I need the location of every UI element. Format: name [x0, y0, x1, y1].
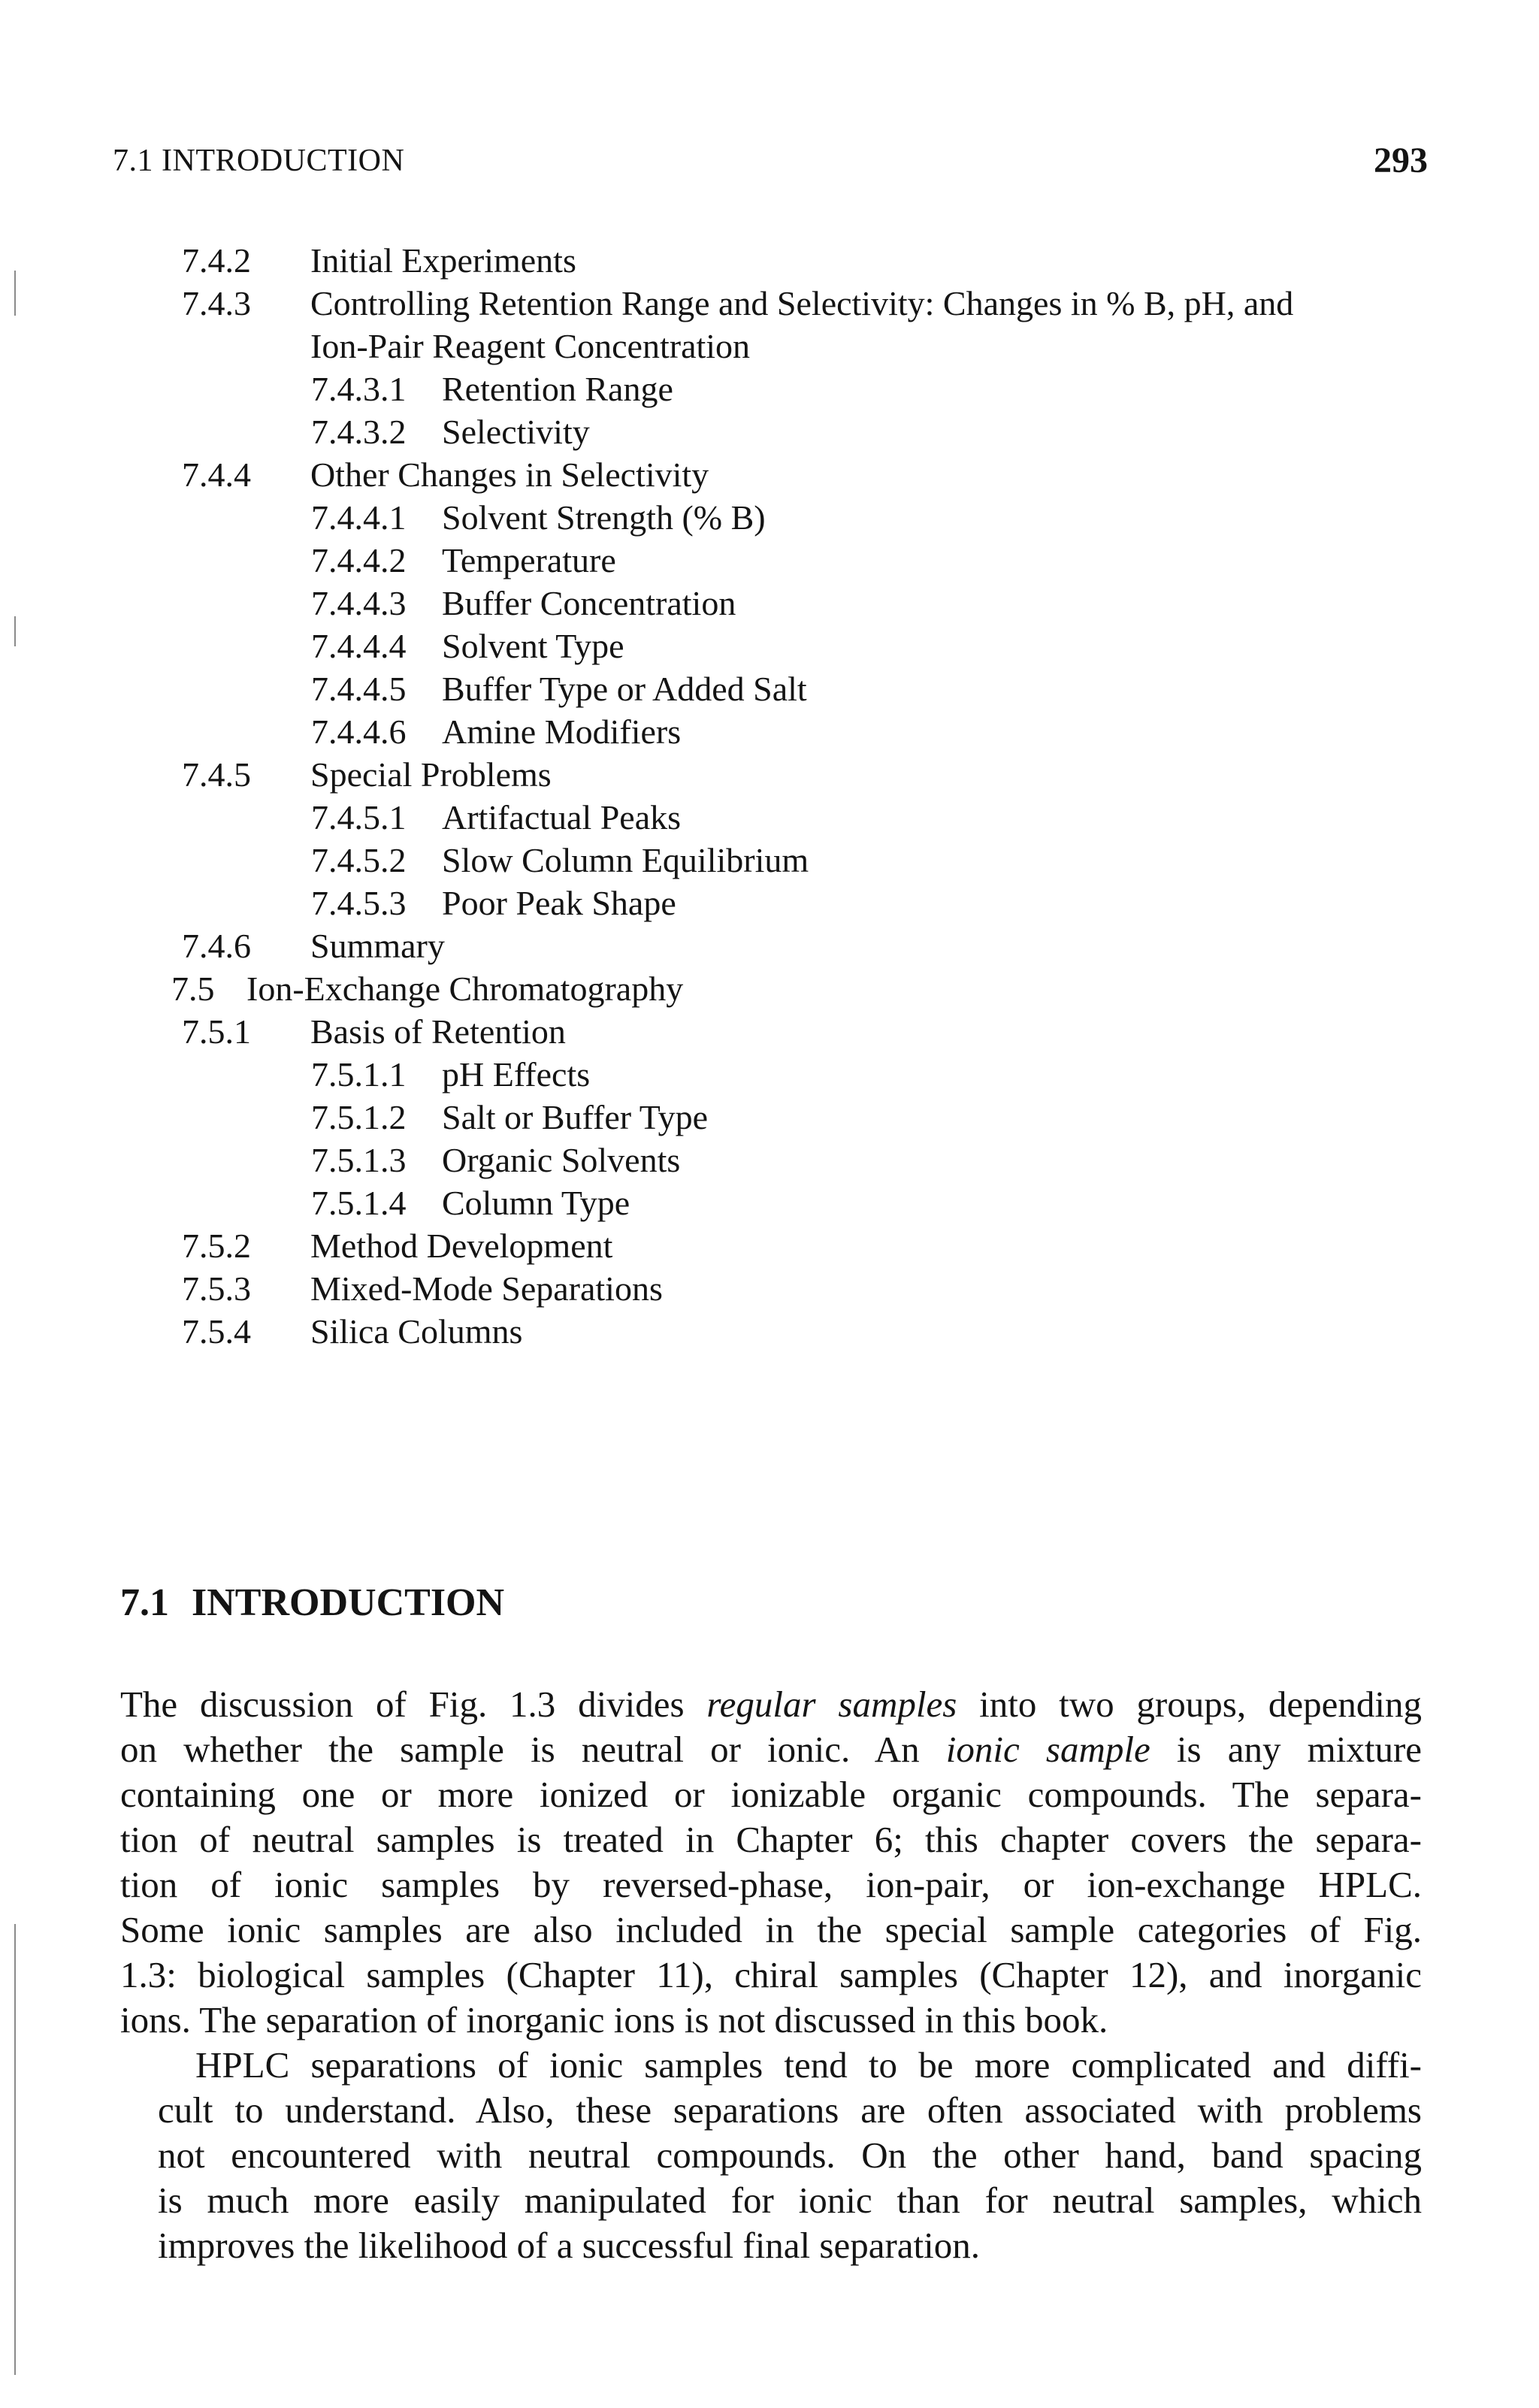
toc-entry-title: Selectivity: [442, 413, 590, 451]
toc-entry-title: pH Effects: [442, 1055, 591, 1094]
toc-entry: [0, 1310, 1539, 1353]
paragraph-line: [120, 1907, 1422, 1953]
toc-entry-title: Controlling Retention Range and Selectivity: Changes in % B, pH, and: [310, 284, 1294, 322]
toc-entry: [0, 1181, 1539, 1224]
toc-entry-number: 7.4.4.4: [311, 627, 407, 665]
toc-entry: [0, 625, 1539, 667]
text-run: on whether the sample is neutral or ionic. An: [120, 1729, 946, 1770]
toc-entry-title: Initial Experiments: [310, 241, 576, 280]
toc-entry: [0, 410, 1539, 453]
toc-entry-number: 7.5.1: [182, 1012, 251, 1051]
toc-entry-title: Poor Peak Shape: [442, 884, 676, 922]
text-run: 1.3: biological samples (Chapter 11), chiral samples (Chapter 12), and inorganic: [120, 1954, 1422, 1995]
toc-entry-number: 7.5.1.3: [311, 1141, 407, 1179]
toc-entry-number: 7.4.6: [182, 927, 251, 965]
toc-entry: [0, 1224, 1539, 1267]
toc-entry-number: 7.4.4.1: [311, 498, 407, 537]
paragraph-line: [120, 1682, 1422, 1727]
paragraph-line: [120, 1998, 1422, 2043]
text-run: not encountered with neutral compounds. On the other hand, band spacing: [158, 2134, 1422, 2176]
toc-entry-title: Basis of Retention: [310, 1012, 566, 1051]
toc-entry-title: Other Changes in Selectivity: [310, 455, 709, 494]
toc-entry-number: 7.4.4.2: [311, 541, 407, 579]
toc-entry-title: Slow Column Equilibrium: [442, 841, 809, 879]
text-run: is much more easily manipulated for ionic than for neutral samples, which: [158, 2180, 1422, 2221]
toc-entry: [0, 582, 1539, 625]
toc-entry-title: Buffer Type or Added Salt: [442, 670, 807, 708]
paragraph-line: [120, 1817, 1422, 1862]
toc-entry-title: Silica Columns: [310, 1312, 523, 1351]
running-header-title: 7.1 INTRODUCTION: [113, 144, 405, 178]
toc-entry-title: Method Development: [310, 1227, 613, 1265]
toc-entry: [0, 1096, 1539, 1139]
toc-entry-number: 7.4.2: [182, 241, 251, 280]
toc-entry: [0, 796, 1539, 839]
section-heading: [120, 1581, 504, 1625]
paragraph-line: [120, 2133, 1422, 2178]
toc-entry-title: Salt or Buffer Type: [442, 1098, 709, 1136]
toc-entry-number: 7.5.2: [182, 1227, 251, 1265]
toc-entry: [0, 239, 1539, 282]
toc-entry: [0, 710, 1539, 753]
toc-entry-number: 7.5.4: [182, 1312, 251, 1351]
toc-entry-number: 7.4.5: [182, 755, 251, 794]
text-run: HPLC separations of ionic samples tend to be more complicated and diffi-: [195, 2044, 1422, 2086]
toc-entry-number: 7.4.4: [182, 455, 251, 494]
paragraph-line: [120, 1862, 1422, 1907]
scan-margin-line: [14, 1924, 16, 2375]
toc-entry: [0, 753, 1539, 796]
toc-entry-title: Artifactual Peaks: [442, 798, 682, 836]
toc-entry-title: Amine Modifiers: [442, 712, 682, 751]
body-paragraph: [120, 1682, 1422, 2043]
text-run: cult to understand. Also, these separations are often associated with problems: [158, 2089, 1422, 2131]
toc-entry-title: Solvent Strength (% B): [442, 498, 766, 537]
toc-entry: [0, 453, 1539, 496]
toc-entry: [0, 967, 1539, 1010]
paragraph-line: [120, 1953, 1422, 1998]
toc-entry-title: Column Type: [442, 1184, 630, 1222]
toc-entry: [0, 667, 1539, 710]
toc-entry: [0, 496, 1539, 539]
toc-entry: [0, 1010, 1539, 1053]
toc-entry-number: 7.5.1.4: [311, 1184, 407, 1222]
toc-entry: [0, 1053, 1539, 1096]
toc-entry-number: 7.5.1.1: [311, 1055, 407, 1094]
italic-term: ionic sample: [945, 1729, 1150, 1770]
page-number: 293: [1374, 141, 1428, 180]
text-run: The discussion of Fig. 1.3 divides: [120, 1683, 707, 1725]
toc-entry-title: Solvent Type: [442, 627, 624, 665]
italic-term: regular samples: [706, 1683, 957, 1725]
toc-entry: [0, 882, 1539, 924]
toc-entry-number: 7.4.5.1: [311, 798, 407, 836]
section-number: 7.1: [120, 1581, 169, 1624]
section-title: INTRODUCTION: [192, 1581, 505, 1624]
text-run: ions. The separation of inorganic ions is not discussed in this book.: [120, 1999, 1108, 2040]
text-run: containing one or more ionized or ionizable organic compounds. The separa-: [120, 1774, 1422, 1815]
toc-entry-number: 7.5.3: [182, 1269, 251, 1308]
text-run: is any mixture: [1150, 1729, 1423, 1770]
toc-entry-number: 7.4.5.2: [311, 841, 407, 879]
toc-entry-title: Ion-Exchange Chromatography: [246, 970, 684, 1008]
toc-entry: [0, 368, 1539, 410]
toc-entry: [0, 1139, 1539, 1181]
toc-entry-number: 7.4.4.5: [311, 670, 407, 708]
toc-entry: [0, 325, 1539, 368]
toc-entry-title: Temperature: [442, 541, 616, 579]
text-run: Some ionic samples are also included in the special sample categories of Fig.: [120, 1909, 1422, 1950]
text-run: tion of ionic samples by reversed-phase, ion-pair, or ion-exchange HPLC.: [120, 1864, 1422, 1905]
toc-entry-title: Retention Range: [442, 370, 673, 408]
toc-entry: [0, 1267, 1539, 1310]
toc-entry-number: 7.5: [171, 970, 215, 1008]
paragraph-line: [120, 1772, 1422, 1817]
text-run: tion of neutral samples is treated in Chapter 6; this chapter covers the separa-: [120, 1819, 1422, 1860]
paragraph-line: [120, 2223, 1422, 2268]
toc-entry-title: Summary: [310, 927, 445, 965]
toc-entry-number: 7.4.3.1: [311, 370, 407, 408]
paragraph-line: [120, 2043, 1422, 2088]
toc-entry: [0, 539, 1539, 582]
running-header: [113, 135, 1428, 188]
body-text: [120, 1682, 1422, 2268]
toc-entry-title: Buffer Concentration: [442, 584, 736, 622]
toc-entry-number: 7.4.3.2: [311, 413, 407, 451]
text-run: into two groups, depending: [957, 1683, 1422, 1725]
toc-entry-title: Organic Solvents: [442, 1141, 681, 1179]
paragraph-line: [120, 1727, 1422, 1772]
toc-entry-title: Special Problems: [310, 755, 552, 794]
toc-entry: [0, 282, 1539, 325]
toc-entry-number: 7.4.4.6: [311, 712, 407, 751]
paragraph-line: [120, 2088, 1422, 2133]
toc-entry: [0, 924, 1539, 967]
text-run: improves the likelihood of a successful final separation.: [158, 2225, 981, 2266]
toc-entry-title: Ion-Pair Reagent Concentration: [310, 327, 751, 365]
toc-entry-title: Mixed-Mode Separations: [310, 1269, 663, 1308]
paragraph-line: [120, 2178, 1422, 2223]
toc-entry: [0, 839, 1539, 882]
table-of-contents: [0, 239, 1539, 1353]
toc-entry-number: 7.4.3: [182, 284, 251, 322]
body-paragraph: [120, 2043, 1422, 2268]
toc-entry-number: 7.4.5.3: [311, 884, 407, 922]
toc-entry-number: 7.5.1.2: [311, 1098, 407, 1136]
toc-entry-number: 7.4.4.3: [311, 584, 407, 622]
